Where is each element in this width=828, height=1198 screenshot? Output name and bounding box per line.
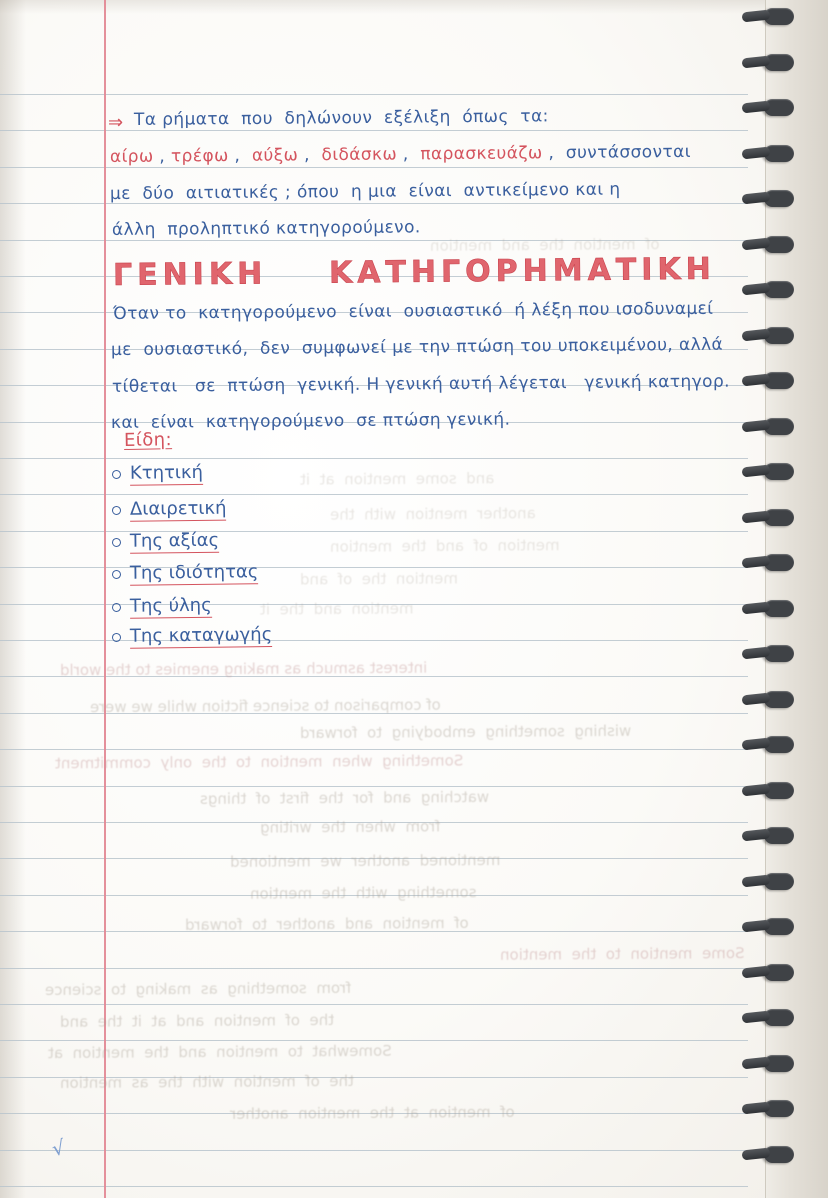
ink-segment: , συντάσσονται [542, 141, 691, 164]
bleed-through-text: from when the writing [259, 817, 441, 837]
list-item-label: Διαιρετική [129, 497, 227, 520]
ink-segment: άλλη προληπτικό κατηγορούμενο. [111, 217, 421, 240]
ink-segment: , [396, 144, 421, 165]
list-item [112, 462, 203, 486]
ink-segment: Τα ρήματα που δηλώνουν εξέλιξη όπως τα: [133, 106, 549, 130]
bullet-dot-icon [112, 538, 121, 547]
list-item [112, 530, 219, 554]
bleed-through-text: watching and for the first of things [199, 787, 490, 809]
list-item-label: Κτητική [129, 461, 204, 484]
list-item [112, 498, 227, 522]
bleed-through-text: of mention at the mention another [229, 1103, 515, 1123]
ink-segment: , [153, 146, 172, 167]
bullet-dot-icon [112, 470, 121, 479]
section-heading: ΓΕΝΙΚΗ ΚΑΤΗΓΟΡΗΜΑΤΙΚΗ [112, 251, 716, 293]
arrow-icon: ⇒ [108, 112, 124, 133]
bleed-through-text: mentioned another we mentioned [229, 851, 501, 871]
ink-segment: , [298, 145, 322, 166]
intro-line-2 [109, 141, 691, 167]
bullet-dot-icon [112, 633, 121, 642]
bullet-dot-icon [112, 506, 121, 515]
bleed-through-text: of mention and another to forward [184, 914, 469, 934]
list-item-label: Της αξίας [129, 529, 220, 552]
bleed-through-text: something with the mention [249, 883, 477, 903]
bleed-through-text: mention of and the mention [329, 536, 560, 556]
bleed-through-text: of comparison to science fiction while we were [89, 695, 441, 717]
list-label: Είδη: [123, 429, 173, 451]
list-item-label: Της ιδιότητας [129, 561, 259, 584]
ink-segment: παρασκευάζω [420, 143, 543, 165]
bleed-through-text: Somewhat to mention and the mention at [47, 1041, 392, 1063]
list-item [112, 624, 272, 649]
ink-segment: αίρω [109, 146, 154, 167]
ink-segment: διδάσκω [321, 144, 398, 166]
bottom-check-mark: √ [49, 1134, 68, 1162]
list-item-label: Της ύλης [129, 594, 212, 617]
bleed-through-text: the of mention with the as mention [59, 1071, 354, 1093]
body-line-3: τίθεται σε πτώση γενική. Η γενική αυτή λέγεται γενική κατηγορ. [111, 371, 731, 397]
bleed-through-text: mention and the it [259, 599, 414, 619]
bullet-dot-icon [112, 570, 121, 579]
ink-segment: με δύο αιτιατικές ; όπου η μια είναι αντικείμενο και η [109, 179, 621, 204]
bleed-through-text: wishing something embodying to forward [299, 721, 632, 743]
bleed-through-text: from something as making to science [44, 978, 352, 1000]
bleed-through-text: Some mention to the mention [499, 944, 745, 964]
bleed-through-text: another mention with the [329, 504, 536, 524]
bleed-through-text: mention the of and [299, 569, 459, 589]
intro-line-3 [109, 179, 621, 204]
bleed-through-text: of mention the and mention [429, 235, 660, 255]
ink-segment: , [228, 145, 252, 166]
intro-line-4 [112, 219, 421, 239]
ink-segment: τρέφω [170, 145, 229, 167]
ink-segment: αύξω [251, 145, 299, 166]
list-item-label: Της καταγωγής [129, 624, 273, 647]
bullet-dot-icon [112, 603, 121, 612]
body-line-4: και είναι κατηγορούμενο σε πτώση γενική. [110, 409, 511, 433]
intro-line-1 [134, 108, 549, 129]
bleed-through-text: the of mention and at it the and [59, 1011, 335, 1031]
bleed-through-text: interest asmuch as making enemies to the world [59, 658, 428, 680]
bleed-through-text: and some mention at it [299, 469, 495, 489]
body-line-2: με ουσιαστικό, δεν συμφωνεί με την πτώση του υποκειμένου, αλλά [110, 334, 724, 360]
bleed-through-text: Something when mention to the only commitment [54, 751, 464, 773]
list-item [112, 595, 212, 619]
body-line-1: Όταν το κατηγορούμενο είναι ουσιαστικό ή λέξη που ισοδυναμεί [112, 298, 714, 324]
list-item [112, 561, 259, 586]
